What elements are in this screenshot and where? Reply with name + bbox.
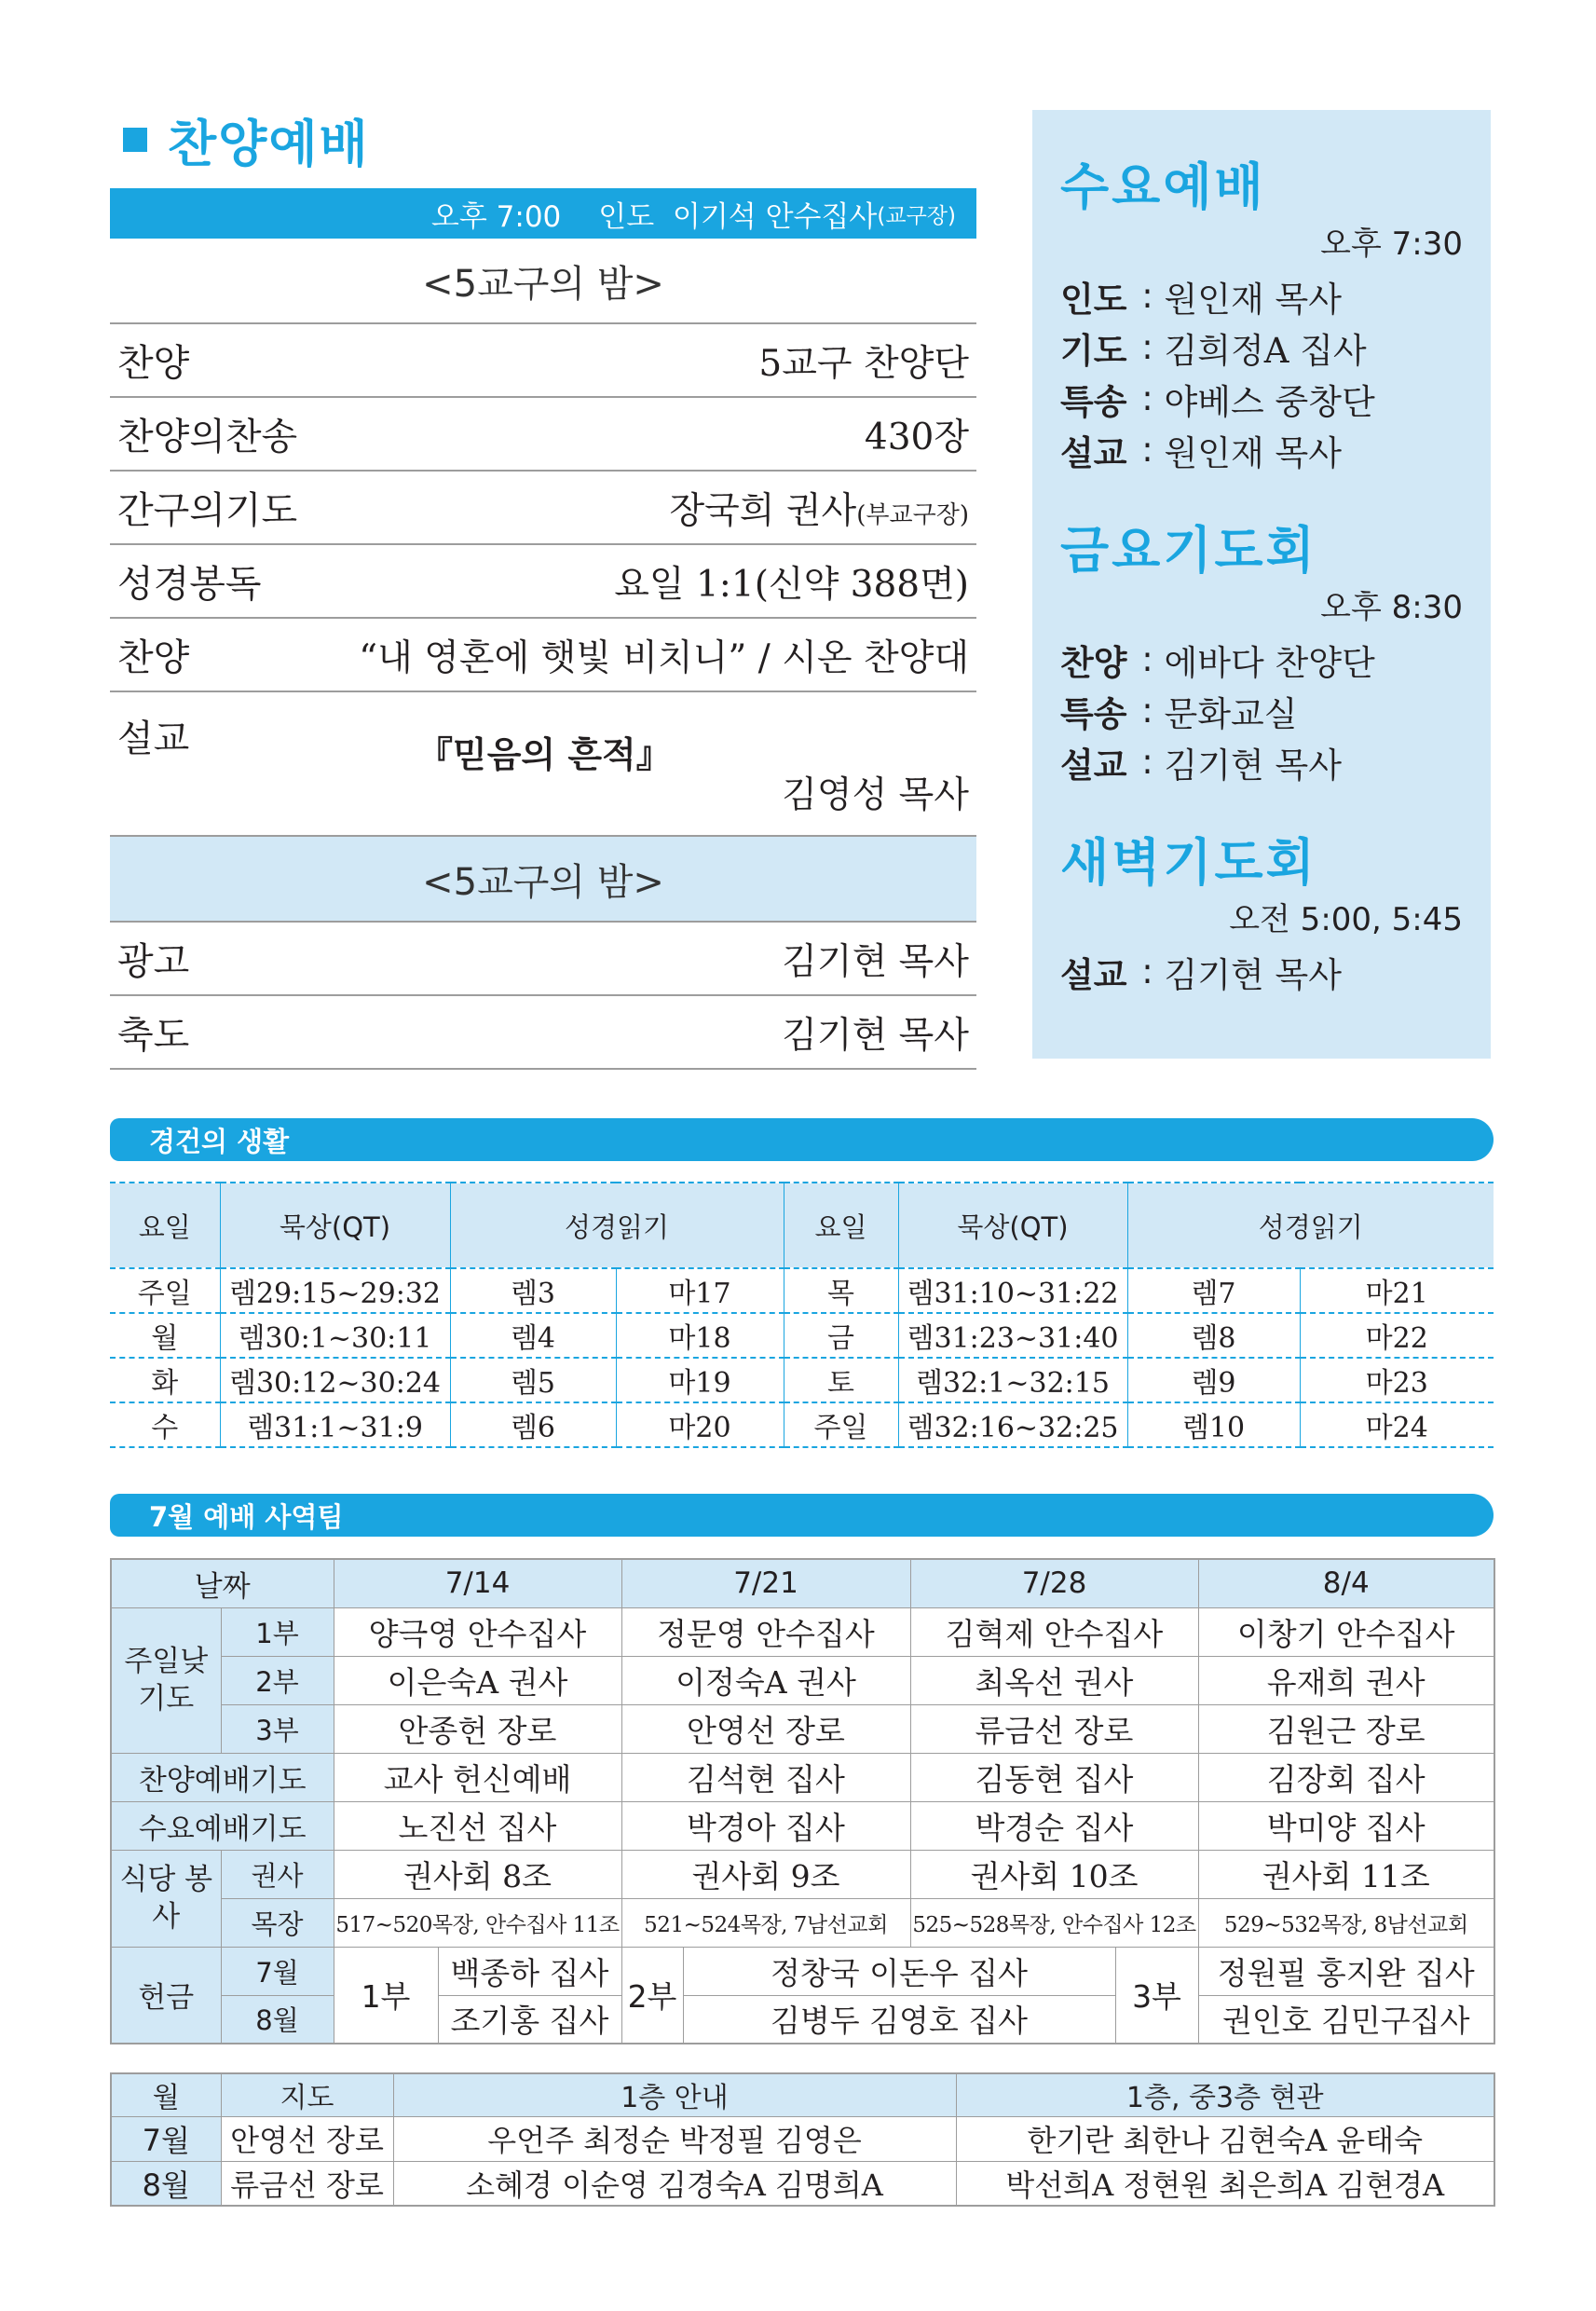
team-cell: 김동현 집사 — [910, 1753, 1198, 1801]
order-value: 장국희 권사 — [669, 489, 857, 532]
order-row — [110, 545, 976, 619]
qt-meditation: 렘30:1~30:11 — [220, 1313, 450, 1358]
team-cell: 이정숙A 권사 — [621, 1656, 910, 1704]
table-row — [110, 1313, 1494, 1358]
qt-day: 토 — [784, 1358, 898, 1402]
qt-reading: 렘4 — [450, 1313, 616, 1358]
table-row — [111, 1559, 1494, 1607]
team-cell: 권사회 10조 — [910, 1850, 1198, 1898]
qt-reading: 렘3 — [450, 1268, 616, 1313]
guide-cell: 우언주 최정순 박정필 김영은 — [393, 2116, 956, 2161]
order-label: 성경봉독 — [117, 563, 262, 606]
table-row — [111, 1656, 1494, 1704]
praise-prayer-label: 찬양예배기도 — [111, 1753, 334, 1801]
team-cell: 김병두 김영호 집사 — [683, 1995, 1115, 2044]
table-row — [111, 1898, 1494, 1947]
order-value: 김기현 목사 — [782, 940, 969, 983]
team-section-header: 7월 예배 사역팀 — [110, 1494, 1494, 1537]
praise-worship-heading — [110, 103, 976, 177]
worship-time-bar — [110, 188, 976, 239]
team-cell: 양극영 안수집사 — [334, 1607, 621, 1656]
team-cell: 박미양 집사 — [1198, 1801, 1494, 1850]
part-label: 1부 — [221, 1607, 334, 1656]
mokjang-label: 목장 — [221, 1898, 334, 1947]
order-value: 요일 1:1(신약 388면) — [614, 563, 969, 606]
date-header: 8/4 — [1198, 1559, 1494, 1607]
table-row — [110, 1358, 1494, 1402]
table-row — [111, 2073, 1494, 2116]
dawn-prayer-time: 오전 5:00, 5:45 — [1229, 901, 1463, 938]
colon: : — [1130, 378, 1165, 418]
qt-reading: 렘8 — [1127, 1313, 1300, 1358]
wed-prayer-label: 수요예배기도 — [111, 1801, 334, 1850]
qt-reading: 렘7 — [1127, 1268, 1300, 1313]
side-item-value: 김기현 목사 — [1164, 745, 1342, 786]
guide-header: 1층, 중3층 현관 — [956, 2073, 1494, 2116]
qt-header-row — [110, 1183, 1494, 1268]
date-header: 7/21 — [621, 1559, 910, 1607]
guide-header: 1층 안내 — [393, 2073, 956, 2116]
team-cell: 김석현 집사 — [621, 1753, 910, 1801]
table-row — [111, 1801, 1494, 1850]
qt-reading: 렘6 — [450, 1402, 616, 1447]
date-header: 7/14 — [334, 1559, 621, 1607]
guide-header: 지도 — [221, 2073, 393, 2116]
sermon-preacher: 김영성 목사 — [782, 774, 969, 816]
qt-reading: 마22 — [1300, 1313, 1494, 1358]
qt-day: 목 — [784, 1268, 898, 1313]
side-item-value: 원인재 목사 — [1164, 279, 1342, 320]
order-label: 찬양 — [117, 636, 190, 679]
guide-month: 7월 — [111, 2116, 221, 2161]
side-item-value: 김희정A 집사 — [1164, 330, 1367, 371]
qt-reading: 마20 — [616, 1402, 784, 1447]
table-row — [111, 1947, 1494, 1995]
qt-table — [110, 1182, 1494, 1448]
qt-meditation: 렘29:15~29:32 — [220, 1268, 450, 1313]
wednesday-service-title: 수요예배 — [1060, 157, 1266, 216]
team-cell: 정창국 이돈우 집사 — [683, 1947, 1115, 1995]
side-item — [1060, 424, 1463, 475]
service-theme: <5교구의 밤> — [422, 262, 664, 306]
friday-prayer-time: 오후 8:30 — [1320, 589, 1463, 626]
qt-header: 묵상(QT) — [898, 1183, 1127, 1268]
cafeteria-label: 식당 봉사 — [111, 1850, 221, 1947]
kwonsa-label: 권사 — [221, 1850, 334, 1898]
order-label: 축도 — [117, 1014, 190, 1057]
qt-reading: 마23 — [1300, 1358, 1494, 1402]
order-row — [110, 996, 976, 1070]
table-row — [111, 1704, 1494, 1753]
guide-cell: 박선희A 정현원 최은희A 김현경A — [956, 2161, 1494, 2206]
qt-meditation: 렘31:10~31:22 — [898, 1268, 1127, 1313]
team-cell: 권사회 9조 — [621, 1850, 910, 1898]
side-item-value: 김기현 목사 — [1164, 954, 1342, 995]
side-item-value: 원인재 목사 — [1164, 432, 1342, 473]
qt-reading: 마17 — [616, 1268, 784, 1313]
side-item-key: 설교 — [1060, 954, 1127, 995]
wednesday-service-time: 오후 7:30 — [1320, 226, 1463, 263]
qt-reading: 렘9 — [1127, 1358, 1300, 1402]
leader-note: (교구장) — [877, 203, 956, 228]
side-item — [1060, 946, 1463, 997]
guide-cell: 류금선 장로 — [221, 2161, 393, 2206]
side-item — [1060, 685, 1463, 736]
table-row — [111, 1850, 1494, 1898]
praise-worship-section — [110, 103, 976, 1070]
guide-table — [110, 2072, 1495, 2207]
order-note: (부교구장) — [856, 500, 969, 529]
team-cell: 이창기 안수집사 — [1198, 1607, 1494, 1656]
team-cell: 조기홍 집사 — [438, 1995, 621, 2044]
guide-cell: 한기란 최한나 김현숙A 윤태숙 — [956, 2116, 1494, 2161]
team-cell: 박경아 집사 — [621, 1801, 910, 1850]
order-label: 광고 — [117, 940, 190, 983]
guide-month: 8월 — [111, 2161, 221, 2206]
order-row — [110, 619, 976, 692]
offering-part: 1부 — [334, 1947, 438, 2044]
other-services-box — [1032, 110, 1491, 1059]
team-cell: 유재희 권사 — [1198, 1656, 1494, 1704]
side-item-key: 특송 — [1060, 693, 1127, 734]
table-row — [110, 1402, 1494, 1447]
team-cell: 안종헌 장로 — [334, 1704, 621, 1753]
dawn-prayer-title: 새벽기도회 — [1060, 833, 1317, 892]
guide-cell: 소혜경 이순영 김경숙A 김명희A — [393, 2161, 956, 2206]
qt-day: 금 — [784, 1313, 898, 1358]
colon: : — [1130, 276, 1165, 316]
side-item-key: 설교 — [1060, 432, 1127, 473]
side-item — [1060, 736, 1463, 787]
order-value: 430장 — [864, 416, 969, 458]
qt-header: 성경읽기 — [450, 1183, 784, 1268]
qt-day: 수 — [110, 1402, 220, 1447]
date-label: 날짜 — [111, 1559, 334, 1607]
qt-meditation: 렘32:16~32:25 — [898, 1402, 1127, 1447]
qt-day: 주일 — [110, 1268, 220, 1313]
guide-cell: 안영선 장로 — [221, 2116, 393, 2161]
team-cell: 정원필 홍지완 집사 — [1198, 1947, 1494, 1995]
qt-reading: 렘10 — [1127, 1402, 1300, 1447]
team-cell: 류금선 장로 — [910, 1704, 1198, 1753]
leader-name: 이기석 안수집사 — [672, 199, 878, 234]
team-cell: 521~524목장, 7남선교회 — [621, 1898, 910, 1947]
side-item — [1060, 321, 1463, 373]
team-table — [110, 1558, 1495, 2044]
team-cell: 최옥선 권사 — [910, 1656, 1198, 1704]
leader-label: 인도 — [598, 199, 655, 234]
side-item-key: 설교 — [1060, 745, 1127, 786]
sermon-row — [110, 692, 976, 837]
offering-label: 헌금 — [111, 1947, 221, 2044]
qt-day: 화 — [110, 1358, 220, 1402]
qt-meditation: 렘31:23~31:40 — [898, 1313, 1127, 1358]
date-header: 7/28 — [910, 1559, 1198, 1607]
table-row — [111, 1607, 1494, 1656]
side-item-key: 찬양 — [1060, 642, 1127, 683]
team-cell: 권사회 8조 — [334, 1850, 621, 1898]
side-item — [1060, 373, 1463, 424]
qt-header: 묵상(QT) — [220, 1183, 450, 1268]
qt-section-header: 경건의 생활 — [110, 1118, 1494, 1161]
offering-month: 7월 — [221, 1947, 334, 1995]
sermon-label: 설교 — [117, 718, 190, 760]
closing-order — [110, 921, 976, 1070]
qt-meditation: 렘30:12~30:24 — [220, 1358, 450, 1402]
team-cell: 권인호 김민구집사 — [1198, 1995, 1494, 2044]
table-row — [111, 1753, 1494, 1801]
order-row — [110, 923, 976, 996]
table-row — [111, 2116, 1494, 2161]
side-item — [1060, 270, 1463, 321]
team-cell: 안영선 장로 — [621, 1704, 910, 1753]
friday-prayer-title: 금요기도회 — [1060, 521, 1317, 580]
team-cell: 517~520목장, 안수집사 11조 — [334, 1898, 621, 1947]
team-cell: 권사회 11조 — [1198, 1850, 1494, 1898]
qt-meditation: 렘31:1~31:9 — [220, 1402, 450, 1447]
qt-reading: 마19 — [616, 1358, 784, 1402]
qt-reading: 마24 — [1300, 1402, 1494, 1447]
colon: : — [1130, 430, 1165, 470]
side-item-value: 에바다 찬양단 — [1164, 642, 1375, 683]
team-cell: 박경순 집사 — [910, 1801, 1198, 1850]
side-item-key: 특송 — [1060, 381, 1127, 422]
qt-meditation: 렘32:1~32:15 — [898, 1358, 1127, 1402]
qt-day: 주일 — [784, 1402, 898, 1447]
order-row — [110, 472, 976, 545]
order-value: 김기현 목사 — [782, 1014, 969, 1057]
order-row — [110, 398, 976, 472]
qt-reading: 마18 — [616, 1313, 784, 1358]
qt-day: 월 — [110, 1313, 220, 1358]
sermon-title: 『믿음의 흔적』 — [417, 734, 672, 775]
sunday-prayer-label: 주일낮 기도 — [111, 1607, 221, 1753]
table-row — [110, 1268, 1494, 1313]
team-cell: 525~528목장, 안수집사 12조 — [910, 1898, 1198, 1947]
side-item-value: 문화교실 — [1164, 693, 1298, 734]
side-item-key: 기도 — [1060, 330, 1127, 371]
colon: : — [1130, 742, 1165, 782]
colon: : — [1130, 951, 1165, 991]
team-cell: 교사 헌신예배 — [334, 1753, 621, 1801]
offering-month: 8월 — [221, 1995, 334, 2044]
order-of-service — [110, 322, 976, 837]
team-cell: 김혁제 안수집사 — [910, 1607, 1198, 1656]
table-row — [111, 1995, 1494, 2044]
qt-header: 성경읽기 — [1127, 1183, 1494, 1268]
section-title: 찬양예배 — [168, 114, 370, 173]
order-label: 찬양 — [117, 342, 190, 385]
table-row — [111, 2161, 1494, 2206]
team-cell: 정문영 안수집사 — [621, 1607, 910, 1656]
qt-header: 요일 — [784, 1183, 898, 1268]
square-bullet-icon — [123, 128, 147, 152]
team-cell: 김원근 장로 — [1198, 1704, 1494, 1753]
colon: : — [1130, 691, 1165, 731]
worship-time: 오후 7:00 — [430, 199, 562, 234]
side-item-key: 인도 — [1060, 279, 1127, 320]
offering-part: 2부 — [621, 1947, 683, 2044]
team-cell: 노진선 집사 — [334, 1801, 621, 1850]
order-label: 간구의기도 — [117, 489, 298, 532]
colon: : — [1130, 639, 1165, 679]
service-theme-banner: <5교구의 밤> — [110, 837, 976, 921]
side-item — [1060, 634, 1463, 685]
team-cell: 김장회 집사 — [1198, 1753, 1494, 1801]
qt-reading: 마21 — [1300, 1268, 1494, 1313]
team-cell: 이은숙A 권사 — [334, 1656, 621, 1704]
order-value-wrap — [669, 482, 969, 534]
guide-header: 월 — [111, 2073, 221, 2116]
colon: : — [1130, 327, 1165, 367]
part-label: 2부 — [221, 1656, 334, 1704]
qt-reading: 렘5 — [450, 1358, 616, 1402]
order-value: “내 영혼에 햇빛 비치니” / 시온 찬양대 — [359, 636, 969, 679]
part-label: 3부 — [221, 1704, 334, 1753]
team-cell: 529~532목장, 8남선교회 — [1198, 1898, 1494, 1947]
side-item-value: 야베스 중창단 — [1164, 381, 1375, 422]
team-cell: 백종하 집사 — [438, 1947, 621, 1995]
offering-part: 3부 — [1115, 1947, 1198, 2044]
order-label: 찬양의찬송 — [117, 416, 298, 458]
order-value: 5교구 찬양단 — [758, 342, 969, 385]
qt-header: 요일 — [110, 1183, 220, 1268]
order-row — [110, 324, 976, 398]
